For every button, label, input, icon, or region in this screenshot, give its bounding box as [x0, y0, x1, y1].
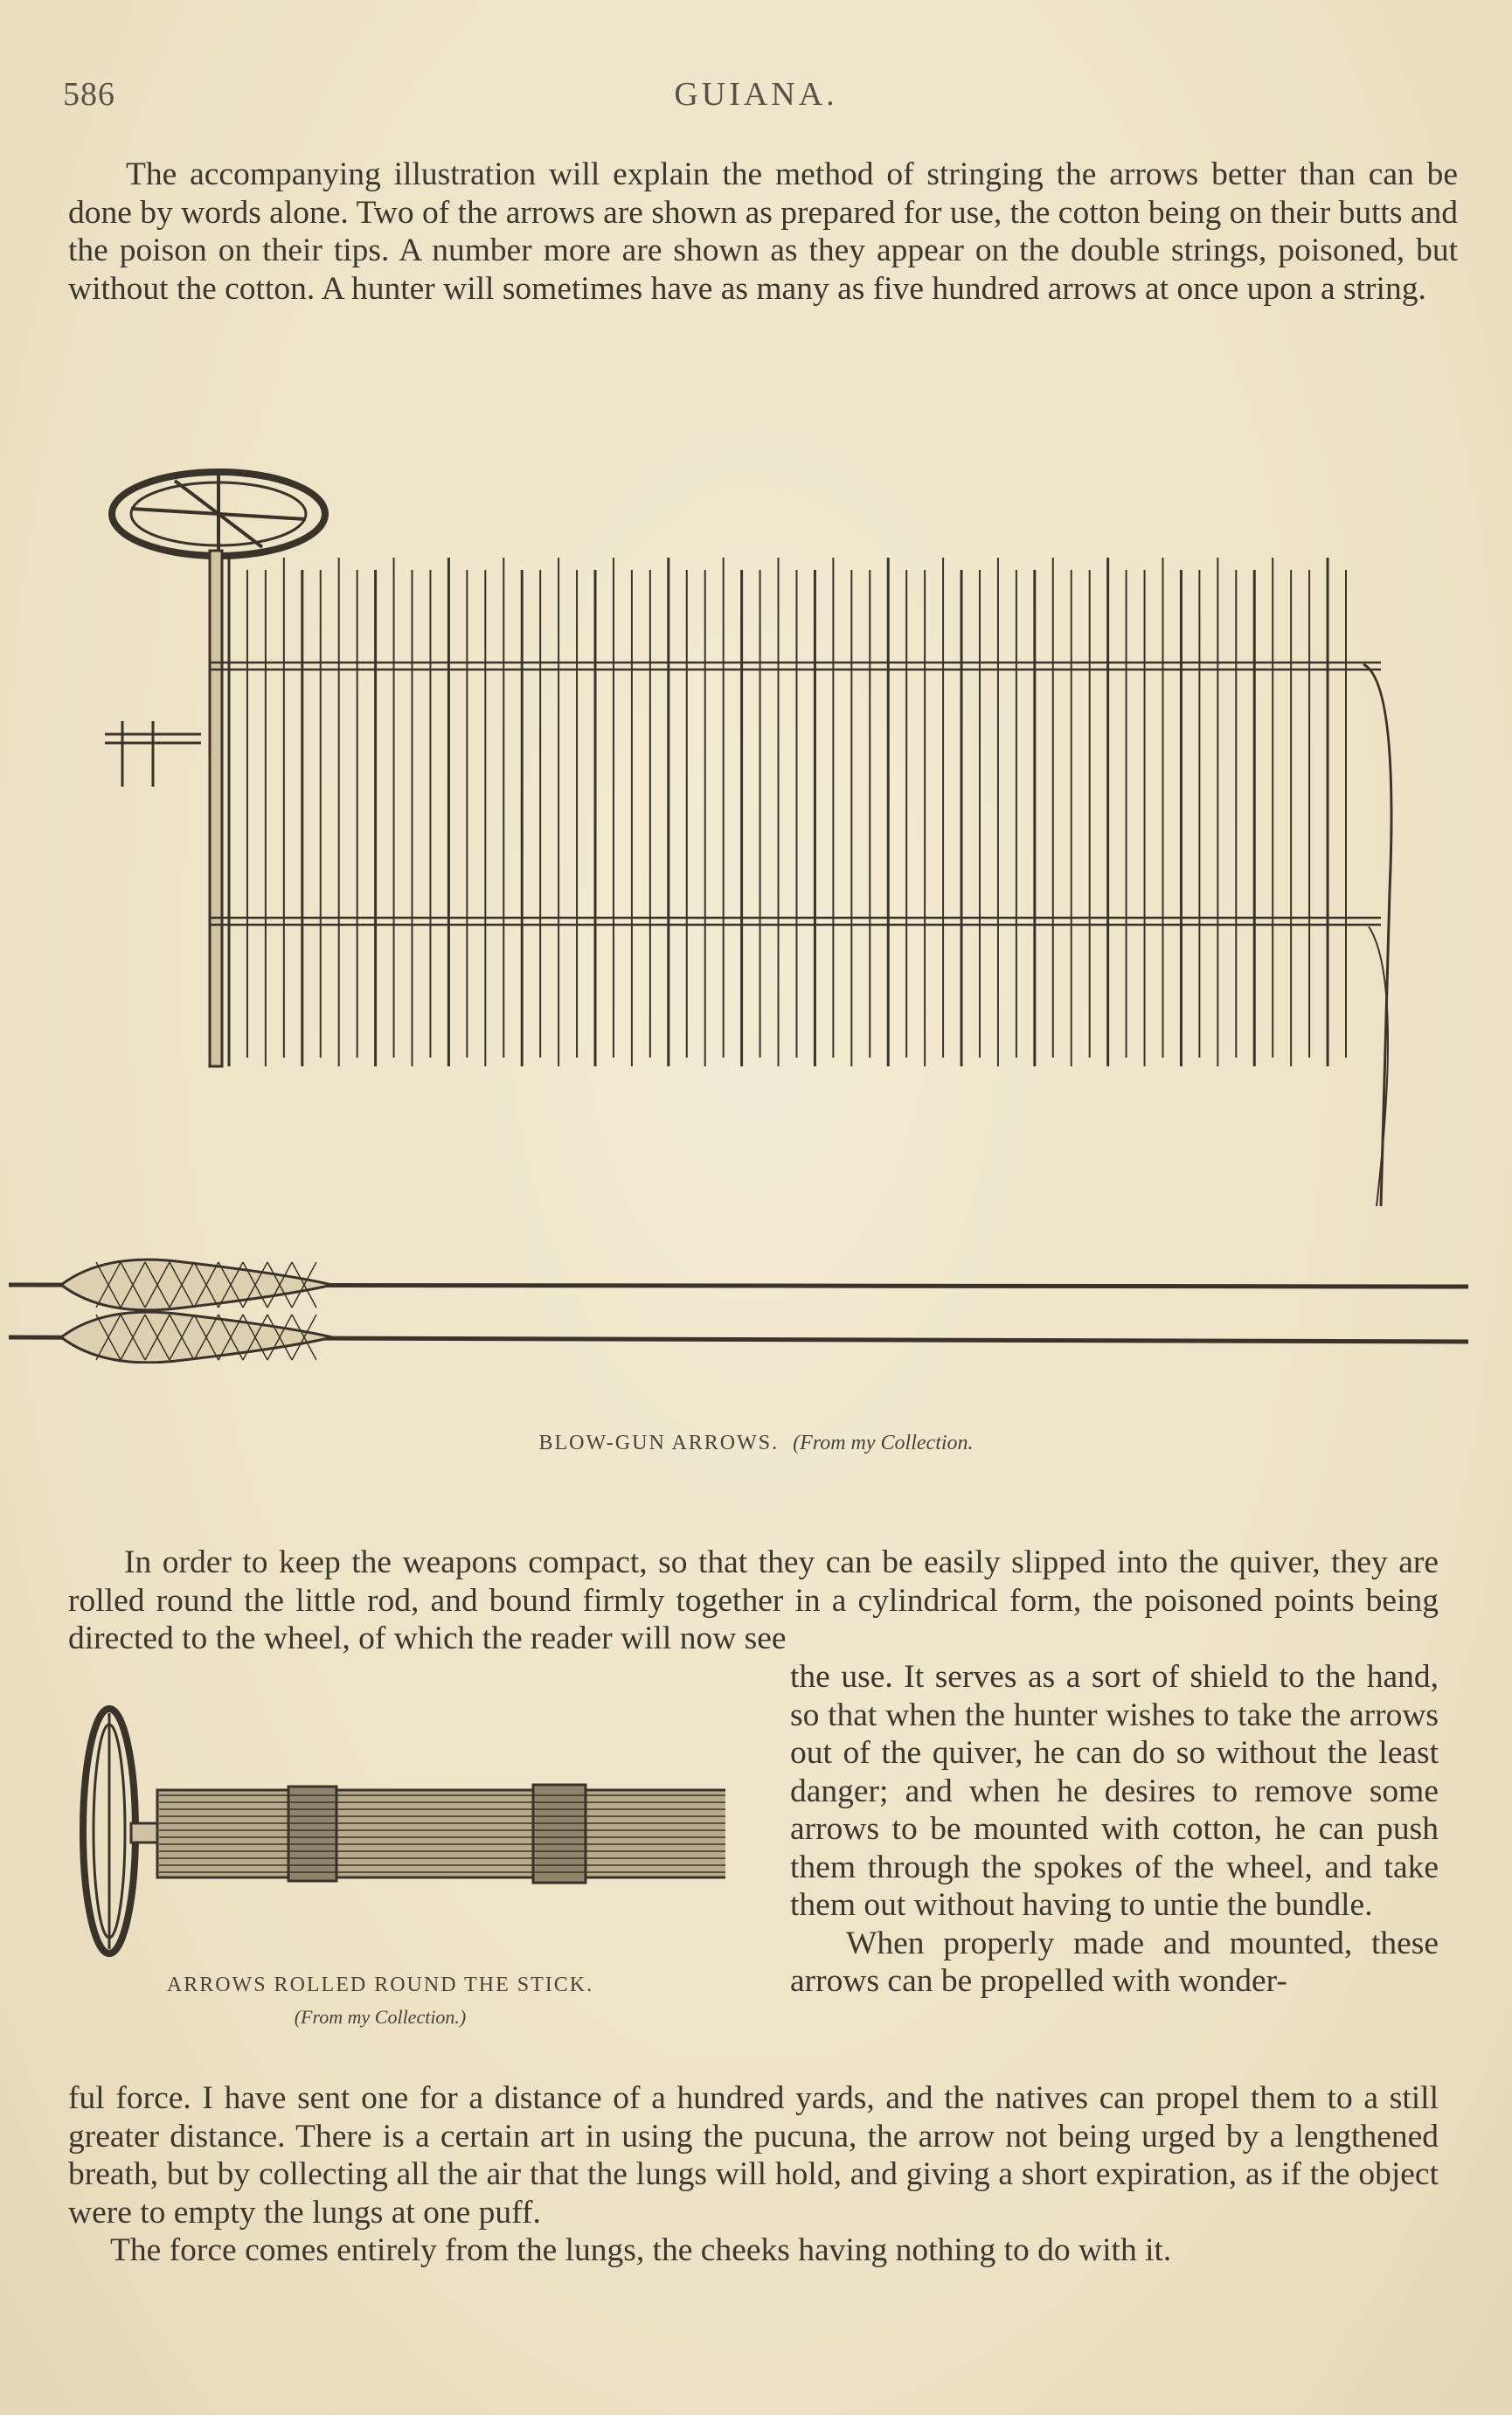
paragraph-3-column-text: When properly made and mounted, these arrows can be propelled with wonder-: [790, 1925, 1439, 1999]
figure1-caption: [0, 1432, 1512, 1455]
figure2-caption-source: (From my Collection.): [294, 2006, 467, 2028]
wheel-icon: [112, 472, 325, 558]
page-number: 586: [63, 76, 115, 113]
prepared-arrow: [9, 1312, 1468, 1363]
paragraph-4: The force comes entirely from the lungs, the cheeks having nothing to do with it.: [110, 2232, 1172, 2268]
figure1-caption-title: BLOW-GUN ARROWS.: [538, 1432, 780, 1454]
paragraph-2: In order to keep the weapons compact, so that they can be easily slipped into the quiver, they are rolled round the little rod, and bound firmly together in a cylindrical form, the poisoned points being directed to the wheel, of which the reader will now see: [68, 1544, 1439, 1656]
figure1-caption-source: (From my Collection.: [793, 1432, 974, 1454]
figure2-caption: ARROWS ROLLED ROUND THE STICK.: [166, 1974, 594, 1996]
paragraph-2-column: [790, 1658, 1439, 2001]
intro-paragraph: The accompanying illustration will explain the method of stringing the arrows better than can be done by words alone. Two of the arrows are shown as prepared for use, the cotton being on their butts and the poison on their tips. A number more are shown as they appear on the double strings, poisoned, but without the cotton. A hunter will sometimes have as many as five hundred arrows at once upon a string.: [68, 156, 1459, 307]
paragraph-2-column-text: the use. It serves as a sort of shield to the hand, so that when the hunter wishes to take the arrows out of the quiver, he can do so without the least danger; and when he desires to remove some arrows to be mounted with cotton, he can push them through the spokes of the wheel, and take them out without having to untie the bundle.: [790, 1659, 1439, 1923]
paragraph-3-full-text: ful force. I have sent one for a distance of a hundred yards, and the natives can propel them to a still greater distance. There is a certain art in using the pucuna, the arrow not being urged by a lengthened breath, but by collecting all the air that the lungs will hold, and giving a short expiration, as if the object were to empty the lungs at one puff.: [68, 2080, 1439, 2231]
blow-gun-arrows-illustration: [0, 455, 1512, 1364]
arrows-rolled-round-stick-illustration: [61, 1696, 725, 1984]
paragraph-3: [68, 2079, 1439, 2270]
running-title: GUIANA.: [674, 76, 838, 113]
prepared-arrow: [9, 1260, 1468, 1310]
